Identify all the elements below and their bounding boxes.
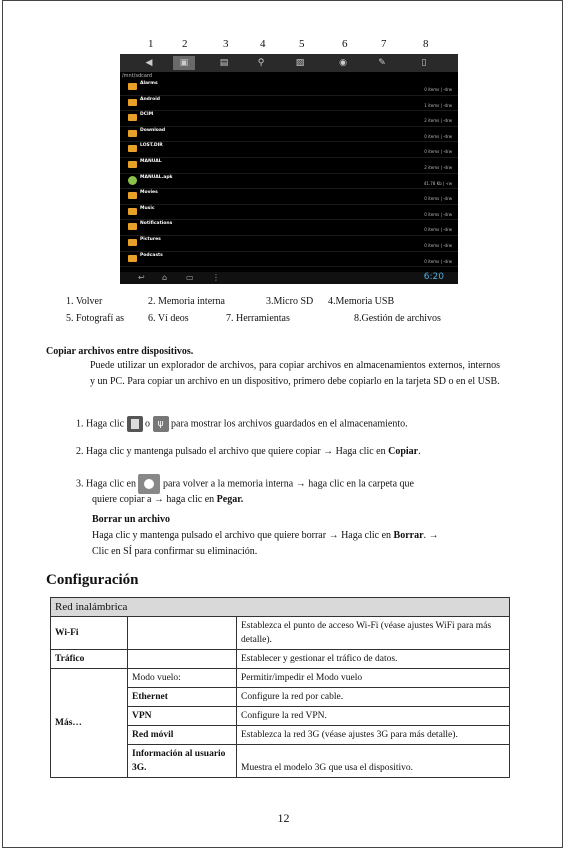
step-2 (76, 444, 421, 460)
android-icon (128, 176, 137, 185)
caption-5: 5. Fotografí as (66, 313, 125, 324)
caption-6: 6. Ví deos (148, 313, 189, 324)
step-3-paste-action: Pegar. (216, 494, 244, 505)
file-meta: 41.78 Kb | -rw (423, 180, 452, 186)
file-name: LOST.DIR (140, 143, 163, 149)
caption-8: 8.Gestión de archivos (354, 313, 441, 324)
more-label: Más… (51, 669, 128, 778)
file-name: DCIM (140, 112, 154, 118)
videos-icon[interactable]: ◉ (339, 58, 347, 68)
mobile-label: Red móvil (128, 726, 237, 745)
file-meta: 0 items | -drw (424, 149, 452, 155)
file-meta: 0 items | -drw (424, 258, 452, 264)
file-management-icon[interactable]: ▯ (421, 58, 427, 68)
photos-icon[interactable]: ▨ (295, 58, 305, 68)
file-meta: 0 items | -drw (424, 211, 452, 217)
file-name: Pictures (140, 236, 161, 242)
file-meta: 0 items | -drw (424, 242, 452, 248)
file-name: Podcasts (140, 252, 163, 258)
file-name: Android (140, 96, 160, 102)
list-item[interactable] (120, 80, 458, 96)
file-manager-toolbar (120, 54, 458, 72)
copy-heading: Copiar archivos entre dispositivos. (46, 346, 194, 357)
delete-line-2: Clic en SÍ para confirmar su eliminación. (92, 546, 258, 557)
file-name: Notifications (140, 221, 173, 227)
nav-recent-icon[interactable]: ▭ (186, 273, 194, 282)
callout-6: 6 (342, 38, 348, 50)
file-name: MANUAL.apk (140, 174, 173, 180)
step-3-text-a: 3. Haga clic en (76, 478, 136, 490)
folder-icon (128, 114, 137, 121)
file-meta: 2 items | -drw (424, 164, 452, 170)
list-item[interactable] (120, 189, 458, 205)
mobile-desc: Establezca la red 3G (véase ajustes 3G para más detalle). (237, 726, 510, 745)
list-item[interactable] (120, 220, 458, 236)
file-meta: 2 items | -drw (424, 118, 452, 124)
callout-8: 8 (423, 38, 429, 50)
delete-text-c: . → (423, 530, 439, 541)
copy-paragraph: Puede utilizar un explorador de archivos, para copiar archivos en almacenamientos externos, internos y un PC. Para copiar un archivo en un dispositivo, primero debe copiarlo en la tarjeta SD o en el USB. (90, 360, 500, 387)
folder-icon (128, 161, 137, 168)
file-name: Music (140, 205, 155, 211)
android-statusbar (120, 272, 458, 284)
vpn-desc: Configure la red VPN. (237, 707, 510, 726)
folder-icon (128, 255, 137, 262)
list-item[interactable] (120, 142, 458, 158)
delete-heading: Borrar un archivo (92, 514, 170, 525)
usb-icon[interactable]: ⚲ (257, 58, 265, 68)
vpn-label: VPN (128, 707, 237, 726)
page-number: 12 (277, 811, 290, 825)
airplane-desc: Permitir/impedir el Modo vuelo (237, 669, 510, 688)
ethernet-label: Ethernet (128, 688, 237, 707)
nav-back-icon[interactable]: ↩ (138, 273, 145, 282)
file-meta: 1 items | -drw (424, 102, 452, 108)
back-icon[interactable]: ◀ (145, 58, 153, 68)
file-meta: 0 items | -drw (424, 196, 452, 202)
sd-card-icon (127, 416, 143, 432)
traffic-label: Tráfico (51, 650, 128, 669)
caption-2: 2. Memoria interna (148, 296, 225, 307)
file-meta: 0 items | -drw (424, 133, 452, 139)
file-meta: 0 items | -drw (424, 87, 452, 92)
file-name: Alarms (140, 81, 158, 86)
file-manager-screenshot (120, 54, 458, 284)
traffic-desc: Establecer y gestionar el tráfico de datos. (237, 650, 510, 669)
step-2-copy-action: Copiar (388, 446, 419, 457)
wireless-settings-table (50, 597, 510, 778)
folder-icon (128, 83, 137, 90)
list-item[interactable] (120, 96, 458, 112)
menu-icon[interactable]: ⋮ (212, 273, 220, 282)
callout-4: 4 (260, 38, 266, 50)
wifi-label: Wi-Fi (51, 617, 128, 650)
table-header-row (51, 598, 510, 617)
internal-memory-icon (138, 474, 160, 494)
usb-icon: ψ (153, 416, 169, 432)
step-3-text-b: para volver a la memoria interna → haga clic en la carpeta que (162, 478, 414, 490)
internal-memory-icon[interactable]: ▣ (173, 56, 195, 70)
file-name: Movies (140, 190, 158, 196)
airplane-label: Modo vuelo: (128, 669, 237, 688)
callout-numbers (120, 38, 460, 52)
table-row (51, 650, 510, 669)
info-desc: Muestra el modelo 3G que usa el dispositivo. (237, 745, 510, 778)
tools-icon[interactable]: ✎ (378, 58, 386, 68)
caption-1: 1. Volver (66, 296, 103, 307)
file-name: Download (140, 127, 166, 133)
wifi-desc: Establezca el punto de acceso Wi-Fi (véase ajustes WiFi para más detalle). (237, 617, 510, 650)
status-clock: 6:20 (423, 272, 444, 282)
caption-7: 7. Herramientas (226, 313, 290, 324)
list-item[interactable] (120, 174, 458, 190)
list-item[interactable] (120, 158, 458, 174)
callout-1: 1 (148, 38, 154, 50)
delete-line-1 (92, 528, 439, 544)
step-3 (76, 474, 486, 494)
folder-icon (128, 239, 137, 246)
delete-text-a: Haga clic y mantenga pulsado el archivo que quiere borrar → Haga clic en (92, 530, 392, 541)
step-2-text-a: 2. Haga clic y mantenga pulsado el archivo que quiere copiar → Haga clic en (76, 446, 386, 457)
ethernet-desc: Configure la red por cable. (237, 688, 510, 707)
nav-home-icon[interactable]: ⌂ (162, 273, 168, 282)
table-row (51, 617, 510, 650)
caption-4: 4.Memoria USB (328, 296, 395, 307)
folder-icon (128, 208, 137, 215)
folder-icon (128, 99, 137, 106)
step-1-text-a: 1. Haga clic (76, 418, 125, 430)
list-item[interactable] (120, 111, 458, 127)
callout-2: 2 (182, 38, 188, 50)
list-item[interactable] (120, 205, 458, 221)
folder-icon (128, 223, 137, 230)
config-title: Configuración (46, 572, 139, 588)
list-item[interactable] (120, 127, 458, 143)
callout-3: 3 (223, 38, 229, 50)
table-row (51, 669, 510, 688)
step-1-text-b: o (145, 418, 151, 430)
delete-action: Borrar (393, 530, 424, 541)
folder-icon (128, 145, 137, 152)
info-label: Información al usuario 3G. (128, 745, 237, 778)
folder-icon (128, 130, 137, 137)
current-path: /mnt/sdcard (122, 73, 153, 79)
file-name: MANUAL (140, 158, 162, 164)
file-meta: 0 items | -drw (424, 227, 452, 233)
file-list (120, 80, 458, 267)
step-1-text-c: para mostrar los archivos guardados en el almacenamiento. (171, 418, 408, 430)
step-2-text-c: . (418, 446, 421, 457)
list-item[interactable] (120, 252, 458, 268)
callout-7: 7 (381, 38, 387, 50)
step-3-line-2 (92, 492, 243, 508)
step-3-text-c: quiere copiar a → haga clic en (92, 494, 215, 505)
micro-sd-icon[interactable]: ▤ (219, 58, 229, 68)
callout-5: 5 (299, 38, 305, 50)
caption-3: 3.Micro SD (266, 296, 314, 307)
table-header: Red inalámbrica (51, 598, 510, 617)
folder-icon (128, 192, 137, 199)
step-1 (76, 416, 408, 432)
list-item[interactable] (120, 236, 458, 252)
